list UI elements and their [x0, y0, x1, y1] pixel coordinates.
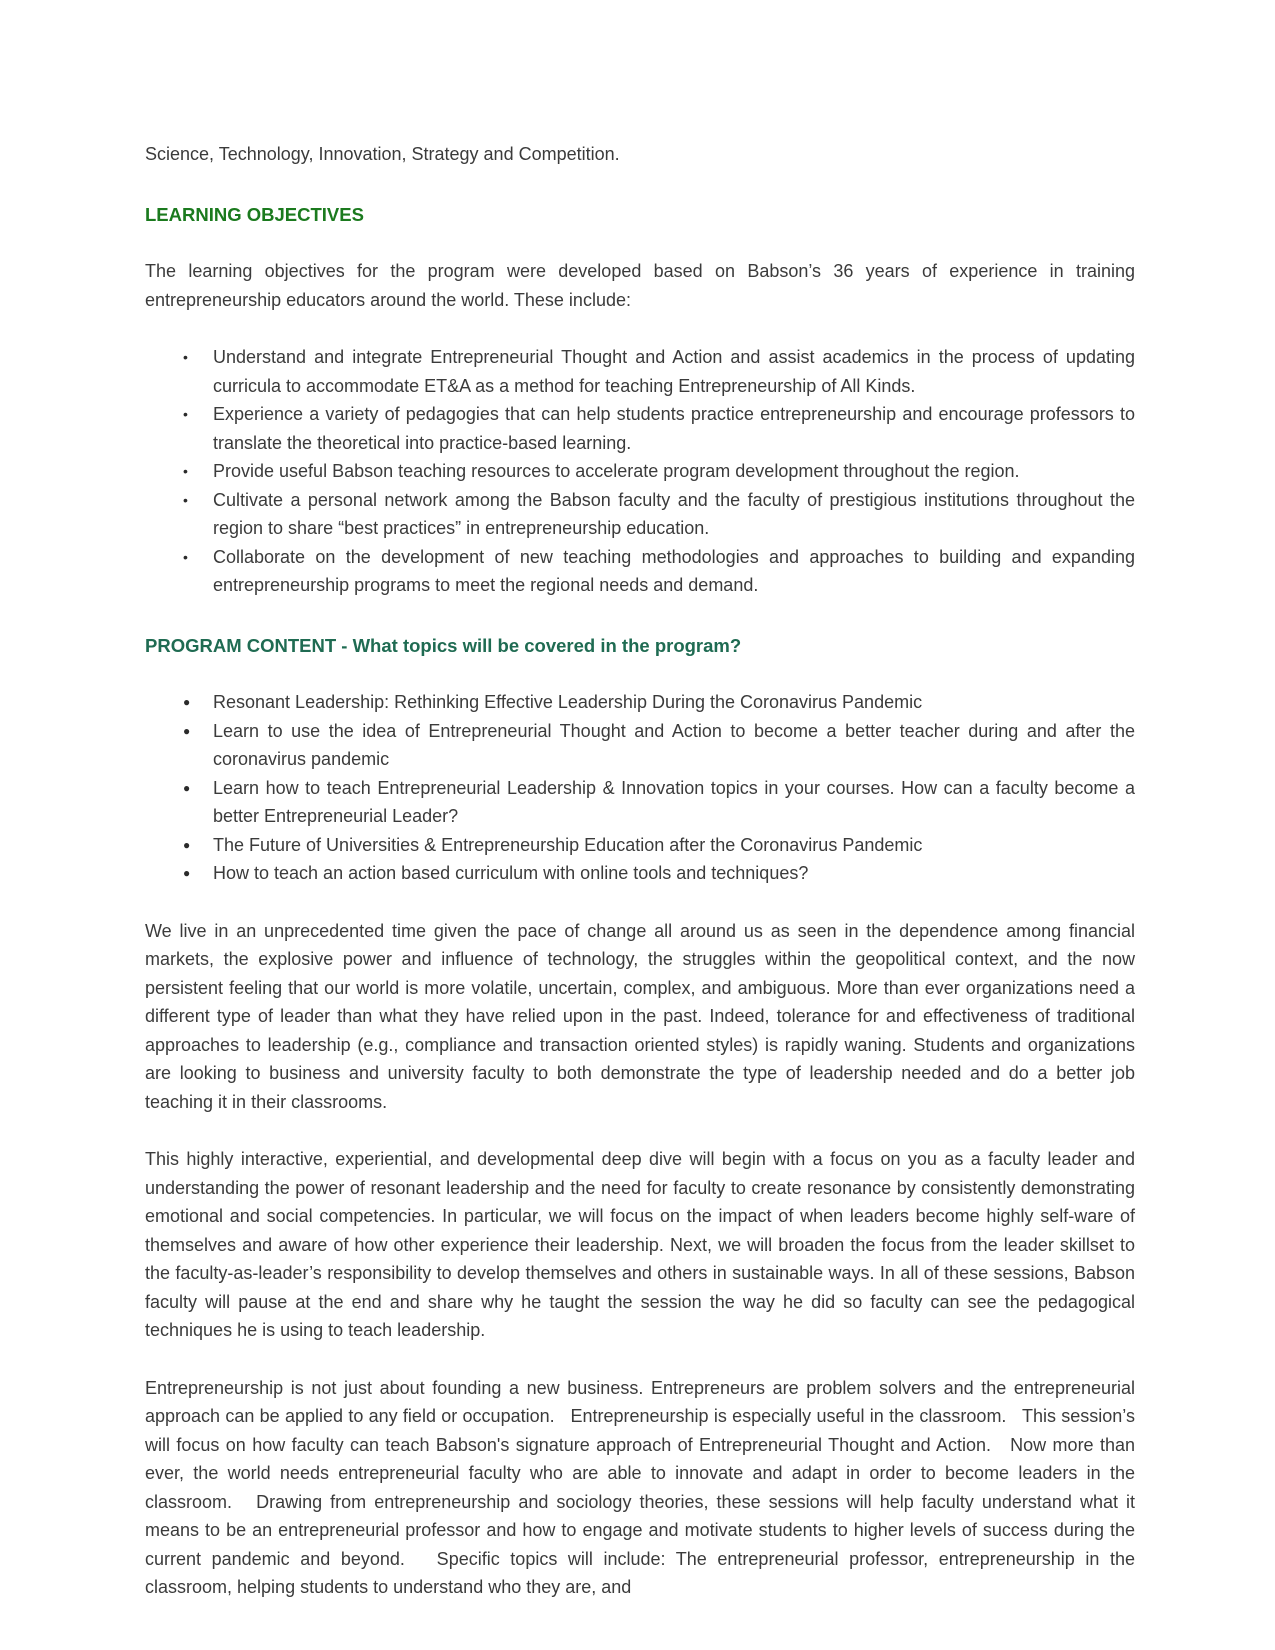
list-item-text: Cultivate a personal network among the Babson faculty and the faculty of prestigious institutions throughout the region to share “best practices” in entrepreneurship education.	[213, 489, 1135, 538]
intro-line: Science, Technology, Innovation, Strategy and Competition.	[145, 144, 620, 164]
learning-objectives-intro: The learning objectives for the program were developed based on Babson’s 36 years of experience in training entrepreneurship educators around the world. These include:	[145, 261, 1135, 310]
paragraph-entrepreneurship: Entrepreneurship is not just about founding a new business. Entrepreneurs are problem solvers and the entrepreneurial approach can be applied to any field or occupation. Entrepreneurship is especially useful in the classroom. This session’s will focus on how faculty can teach Babson's signature approach of Entrepreneurial Thought and Action. Now more than ever, the world needs entrepreneurial faculty who are able to innovate and adapt in order to become leaders in the classroom. Drawing from entrepreneurship and sociology theories, these sessions will help faculty understand what it means to be an entrepreneurial professor and how to engage and motivate students to higher levels of success during the current pandemic and beyond. Specific topics will include: The entrepreneurial professor, entrepreneurship in the classroom, helping students to understand who they are, and	[145, 1377, 1135, 1597]
list-item	[145, 543, 1135, 600]
list-item	[145, 859, 1135, 888]
program-content-heading: PROGRAM CONTENT - What topics will be covered in the program?	[145, 634, 742, 656]
program-content-list	[145, 688, 1135, 888]
bullet-icon: ●	[183, 780, 191, 795]
bullet-icon: •	[183, 548, 188, 565]
list-item-text: Learn how to teach Entrepreneurial Leadership & Innovation topics in your courses. How can a faculty become a better Entrepreneurial Leader?	[213, 777, 1135, 826]
list-item-text: Learn to use the idea of Entrepreneurial Thought and Action to become a better teacher during and after the coronavirus pandemic	[213, 720, 1135, 769]
list-item	[145, 717, 1135, 774]
learning-objectives-list	[145, 343, 1135, 600]
list-item	[145, 774, 1135, 831]
list-item-text: How to teach an action based curriculum with online tools and techniques?	[213, 863, 809, 883]
list-item-text: Collaborate on the development of new teaching methodologies and approaches to building and expanding entrepreneurship programs to meet the regional needs and demand.	[213, 546, 1135, 595]
list-item	[145, 486, 1135, 543]
paragraph-unprecedented-time: We live in an unprecedented time given the pace of change all around us as seen in the dependence among financial markets, the explosive power and influence of technology, the struggles within the geopolitical context, and the now persistent feeling that our world is more volatile, uncertain, complex, and ambiguous. More than ever organizations need a different type of leader than what they have relied upon in the past. Indeed, tolerance for and effectiveness of traditional approaches to leadership (e.g., compliance and transaction oriented styles) is rapidly waning. Students and organizations are looking to business and university faculty to both demonstrate the type of leadership needed and do a better job teaching it in their classrooms.	[145, 920, 1135, 1112]
list-item	[145, 343, 1135, 400]
bullet-icon: ●	[183, 695, 191, 709]
bullet-icon: ●	[183, 866, 191, 880]
bullet-icon: •	[183, 349, 188, 365]
bullet-icon: •	[183, 491, 188, 508]
list-item	[145, 400, 1135, 457]
list-item-text: Resonant Leadership: Rethinking Effective Leadership During the Coronavirus Pandemic	[213, 692, 923, 712]
list-item	[145, 457, 1135, 486]
bullet-icon: •	[183, 406, 188, 422]
list-item-text: Experience a variety of pedagogies that can help students practice entrepreneurship and encourage professors to translate the theoretical into practice-based learning.	[213, 404, 1135, 453]
bullet-icon: ●	[183, 837, 191, 852]
list-item-text: Understand and integrate Entrepreneurial Thought and Action and assist academics in the process of updating curricula to accommodate ET&A as a method for teaching Entrepreneurship of All Kinds.	[213, 347, 1135, 396]
bullet-icon: •	[183, 463, 188, 479]
bullet-icon: ●	[183, 723, 191, 738]
list-item	[145, 831, 1135, 860]
learning-objectives-heading: LEARNING OBJECTIVES	[145, 203, 364, 225]
list-item-text: Provide useful Babson teaching resources to accelerate program development throughout the region.	[213, 461, 1020, 481]
list-item-text: The Future of Universities & Entrepreneurship Education after the Coronavirus Pandemic	[213, 834, 923, 855]
paragraph-deep-dive: This highly interactive, experiential, and developmental deep dive will begin with a focus on you as a faculty leader and understanding the power of resonant leadership and the need for faculty to create resonance by consistently demonstrating emotional and social competencies. In particular, we will focus on the impact of when leaders become highly self-ware of themselves and aware of how other experience their leadership. Next, we will broaden the focus from the leader skillset to the faculty-as-leader’s responsibility to develop themselves and others in sustainable ways. In all of these sessions, Babson faculty will pause at the end and share why he taught the session the way he did so faculty can see the pedagogical techniques he is using to teach leadership.	[145, 1149, 1135, 1340]
list-item	[145, 688, 1135, 717]
